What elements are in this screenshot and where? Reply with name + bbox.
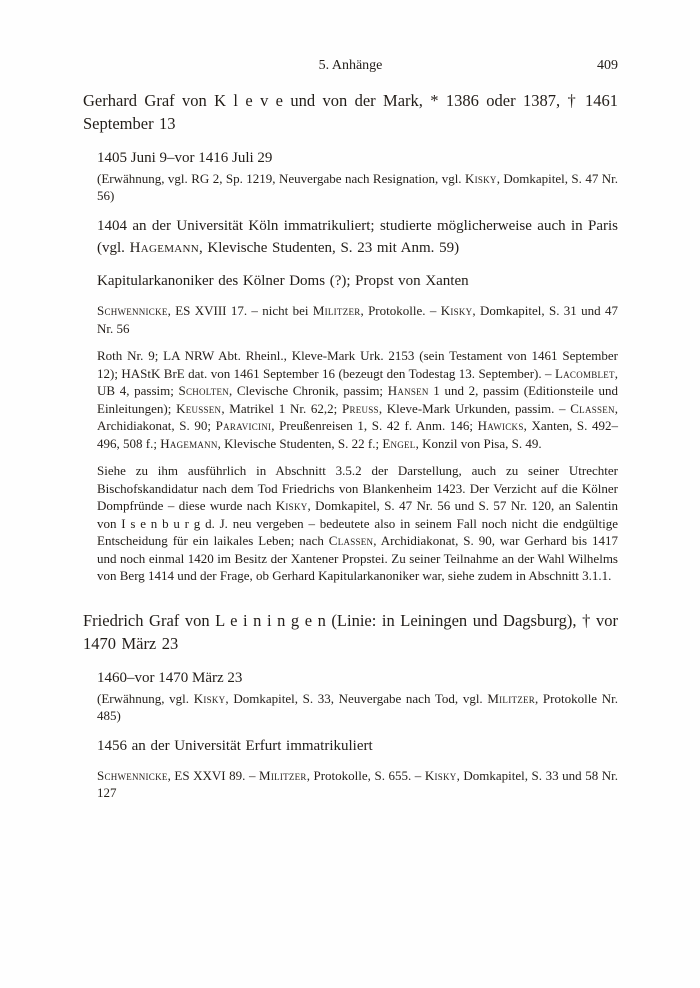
small-caps-author-name: Hagemann xyxy=(160,435,218,451)
page-number: 409 xyxy=(597,58,618,73)
small-caps-author-name: Scholten xyxy=(178,383,229,398)
small-caps-author-name: Schwennicke xyxy=(97,303,168,318)
study-paragraph: 1404 an der Universität Köln immatrikuliert; studierte möglicherweise auch in Paris (vgl. Hagemann, Klevische Studenten, S. 23 mit Anm. 59) xyxy=(97,218,618,256)
small-caps-author-name: Lacomblet xyxy=(554,365,615,381)
tenure-date-line: 1460–vor 1470 März 23 xyxy=(97,669,243,686)
small-caps-author-name: Kisky xyxy=(193,690,226,706)
entry-body xyxy=(97,148,618,585)
entry-gerhard-von-kleve xyxy=(83,89,618,585)
small-caps-author-name: Kisky xyxy=(275,498,308,513)
small-caps-author-name: Preuss xyxy=(342,400,379,416)
offices-paragraph: Kapitularkanoniker des Kölner Doms (?); Propst von Xanten xyxy=(97,273,469,289)
small-caps-author-name: Hagemann xyxy=(129,240,200,256)
entry-friedrich-von-leiningen xyxy=(83,609,618,802)
small-caps-author-name: Militzer xyxy=(312,303,361,318)
study-paragraph: 1456 an der Universität Erfurt immatrikuliert xyxy=(97,737,373,754)
commentary-paragraph: Siehe zu ihm ausführlich in Abschnitt 3.5.2 der Darstellung, auch zu seiner Utrechter Bischofskandidatur nach dem Tod Friedrichs von Blankenheim 1423. Der Verzicht auf die Kölner Dompfründe – diese wurde nach Kisky, Domkapitel, S. 47 Nr. 56 und S. 57 Nr. 120, an Salentin von I s e n b u r g d. J. neu vergeben – bedeutete also in seinem Fall noch nicht die endgültige Entscheidung für ein laikales Leben; nach Classen, Archidiakonat, S. 90, war Gerhard bis 1417 und noch einmal 1420 im Besitz der Xantener Propstei. Zu seiner Teilnahme an der Wahl Wilhelms von Berg 1414 und der Frage, ob Gerhard Kapitularkanoniker war, siehe zudem in Abschnitt 3.1.1. xyxy=(97,463,618,583)
tenure-date-line: 1405 Juni 9–vor 1416 Juli 29 xyxy=(97,150,273,166)
small-caps-author-name: Kisky xyxy=(440,303,473,318)
small-caps-author-name: Militzer xyxy=(487,690,535,706)
small-caps-author-name: Engel xyxy=(382,435,416,451)
small-caps-author-name: Schwennicke xyxy=(97,767,168,783)
small-caps-author-name: Kisky xyxy=(464,171,497,186)
small-caps-author-name: Hawicks xyxy=(477,418,524,433)
small-caps-author-name: Kisky xyxy=(424,767,457,783)
section-title: 5. Anhänge xyxy=(318,58,383,73)
tenure-note: (Erwähnung, vgl. Kisky, Domkapitel, S. 33, Neuvergabe nach Tod, vgl. Militzer, Protokolle Nr. 485) xyxy=(97,690,618,723)
small-caps-author-name: Classen xyxy=(570,400,615,416)
tenure-note: (Erwähnung, vgl. RG 2, Sp. 1219, Neuvergabe nach Resignation, vgl. Kisky, Domkapitel, S. 47 Nr. 56) xyxy=(97,171,618,203)
bibliography-paragraph: Schwennicke, ES XVIII 17. – nicht bei Militzer, Protokolle. – Kisky, Domkapitel, S. 31 und 47 Nr. 56 xyxy=(97,303,619,336)
small-caps-author-name: Hansen xyxy=(387,383,429,398)
small-caps-author-name: Keussen xyxy=(176,400,222,416)
entry-heading: Gerhard Graf von K l e v e und von der Mark, * 1386 oder 1387, † 1461 September 13 xyxy=(83,91,618,133)
type-area xyxy=(83,57,618,802)
entry-heading: Friedrich Graf von L e i n i n g e n (Linie: in Leiningen und Dagsburg), † vor 1470 März 23 xyxy=(83,610,618,653)
entry-body xyxy=(97,668,618,802)
small-caps-author-name: Militzer xyxy=(259,767,307,783)
bibliography-paragraph: Schwennicke, ES XXVI 89. – Militzer, Protokolle, S. 655. – Kisky, Domkapitel, S. 33 und 58 Nr. 127 xyxy=(97,767,618,800)
small-caps-author-name: Paravicini xyxy=(215,418,272,433)
small-caps-author-name: Classen xyxy=(328,533,374,548)
bibliography-paragraph: Roth Nr. 9; LA NRW Abt. Rheinl., Kleve-Mark Urk. 2153 (sein Testament von 1461 September 12); HAStK BrE dat. von 1461 September 16 (bezeugt den Todestag 13. September). – Lacomblet, UB 4, passim; Scholten, Clevische Chronik, passim; Hansen 1 und 2, passim (Editionsteile und Einleitungen); Keussen, Matrikel 1 Nr. 62,2; Preuss, Kleve-Mark Urkunden, passim. – Classen, Archidiakonat, S. 90; Paravicini, Preußenreisen 1, S. 42 f. Anm. 146; Hawicks, Xanten, S. 492–496, 508 f.; Hagemann, Klevische Studenten, S. 22 f.; Engel, Konzil von Pisa, S. 49. xyxy=(97,348,618,451)
running-header xyxy=(83,57,618,74)
